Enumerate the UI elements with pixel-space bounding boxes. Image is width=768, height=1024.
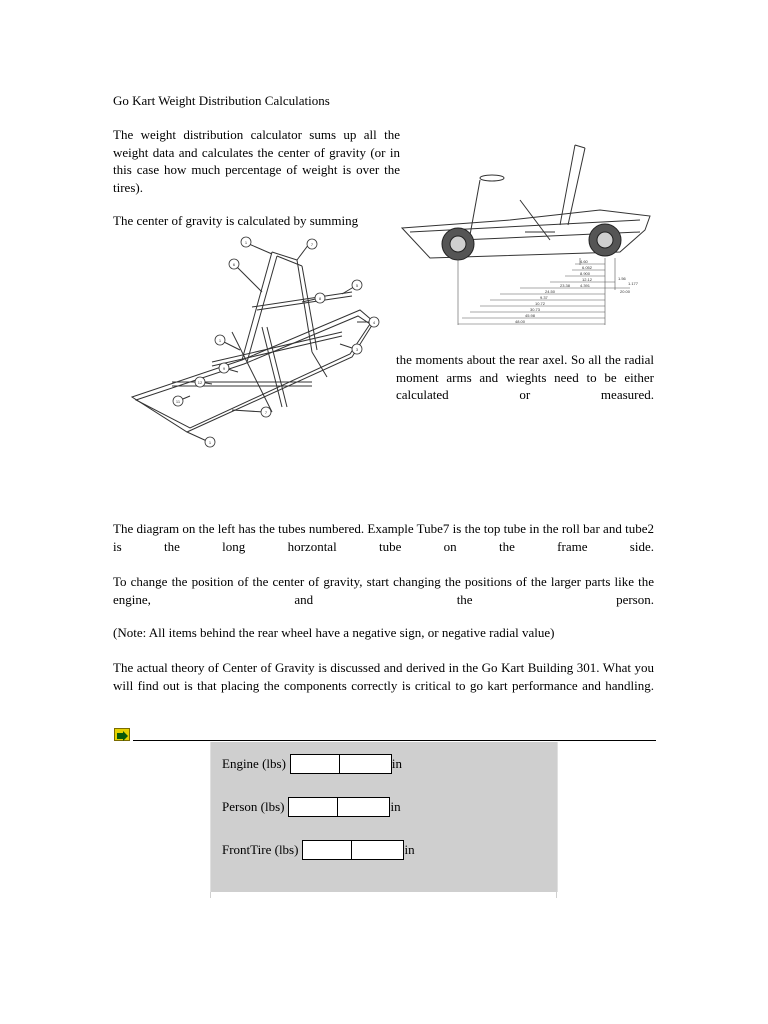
dim-label: 48.00	[515, 319, 526, 324]
form-row-person	[222, 797, 401, 817]
dim-label: 30.73	[530, 307, 541, 312]
engine-distance-input[interactable]	[340, 754, 392, 774]
fronttire-unit: in	[404, 842, 415, 858]
person-label: Person (lbs)	[222, 799, 285, 815]
panel-edge-left	[210, 892, 211, 898]
arrow-icon-glyph	[115, 731, 129, 742]
callout-label: 8	[318, 296, 322, 301]
dim-label: 9.37	[540, 295, 548, 300]
fronttire-distance-input[interactable]	[352, 840, 404, 860]
person-distance-input[interactable]	[338, 797, 390, 817]
dim-label: 1.56	[618, 276, 626, 281]
form-row-engine	[222, 754, 402, 774]
dim-label: 12.12	[582, 277, 593, 282]
paragraph-theory: The actual theory of Center of Gravity is discussed and derived in the Go Kart Building 301. What you will find out is that placing the components correctly is critical to go kart performance and handling.	[113, 660, 654, 693]
dim-label: 8.900	[580, 271, 591, 276]
callout-label: 1	[208, 440, 212, 445]
frame-isometric-diagram	[112, 232, 387, 457]
callout-label: 7	[310, 242, 314, 247]
dim-label: 1.177	[628, 281, 639, 286]
callout-label: 5	[355, 283, 359, 288]
callout-label: 3	[355, 347, 359, 352]
engine-weight-input[interactable]	[290, 754, 340, 774]
paragraph-center-gravity-end: the moments about the rear axel. So all the radial moment arms and wieghts need to be either calculated or measured.	[396, 352, 654, 402]
dim-label: 24.50	[545, 289, 556, 294]
dim-label: 4.60	[580, 259, 588, 264]
form-row-fronttire	[222, 840, 415, 860]
weight-form-panel	[210, 742, 558, 892]
fronttire-weight-input[interactable]	[302, 840, 352, 860]
person-unit: in	[390, 799, 401, 815]
callout-label: 4	[372, 320, 376, 325]
callout-label: 1	[218, 338, 222, 343]
dim-label: 23.38	[560, 283, 571, 288]
dim-label: 20.00	[620, 289, 631, 294]
kart-side-view-diagram	[400, 140, 660, 330]
dim-label: 10.72	[535, 301, 546, 306]
pencil-arrow-icon[interactable]	[114, 728, 130, 741]
callout-label: 7	[264, 410, 268, 415]
horizontal-rule	[133, 740, 656, 741]
panel-edge-right	[556, 892, 557, 898]
callout-label: 6	[232, 262, 236, 267]
engine-unit: in	[391, 756, 403, 772]
callout-label: 11	[175, 399, 181, 404]
document-title: Go Kart Weight Distribution Calculations	[113, 93, 330, 108]
fronttire-label: FrontTire (lbs)	[222, 842, 299, 858]
paragraph-center-gravity-start: The center of gravity is calculated by summing	[113, 213, 359, 228]
callout-label: 9	[222, 366, 226, 371]
dim-label: 4.391	[580, 283, 591, 288]
paragraph-tubes-numbered: The diagram on the left has the tubes numbered. Example Tube7 is the top tube in the roll bar and tube2 is the long horzontal tube on the frame side.	[113, 521, 654, 554]
paragraph-note: (Note: All items behind the rear wheel have a negative sign, or negative radial value)	[113, 625, 555, 640]
dim-label: 45.98	[525, 313, 536, 318]
engine-label: Engine (lbs)	[222, 756, 286, 772]
paragraph-weight-calculator: The weight distribution calculator sums up all the weight data and calculates the center of gravity (or in this case how much percentage of weight is over the tires).	[113, 127, 400, 195]
paragraph-change-position: To change the position of the center of gravity, start changing the positions of the larger parts like the engine, and the person.	[113, 574, 654, 607]
callout-label: 1	[244, 240, 248, 245]
dim-label: 6.052	[582, 265, 593, 270]
person-weight-input[interactable]	[288, 797, 338, 817]
callout-label: 12	[197, 380, 203, 385]
